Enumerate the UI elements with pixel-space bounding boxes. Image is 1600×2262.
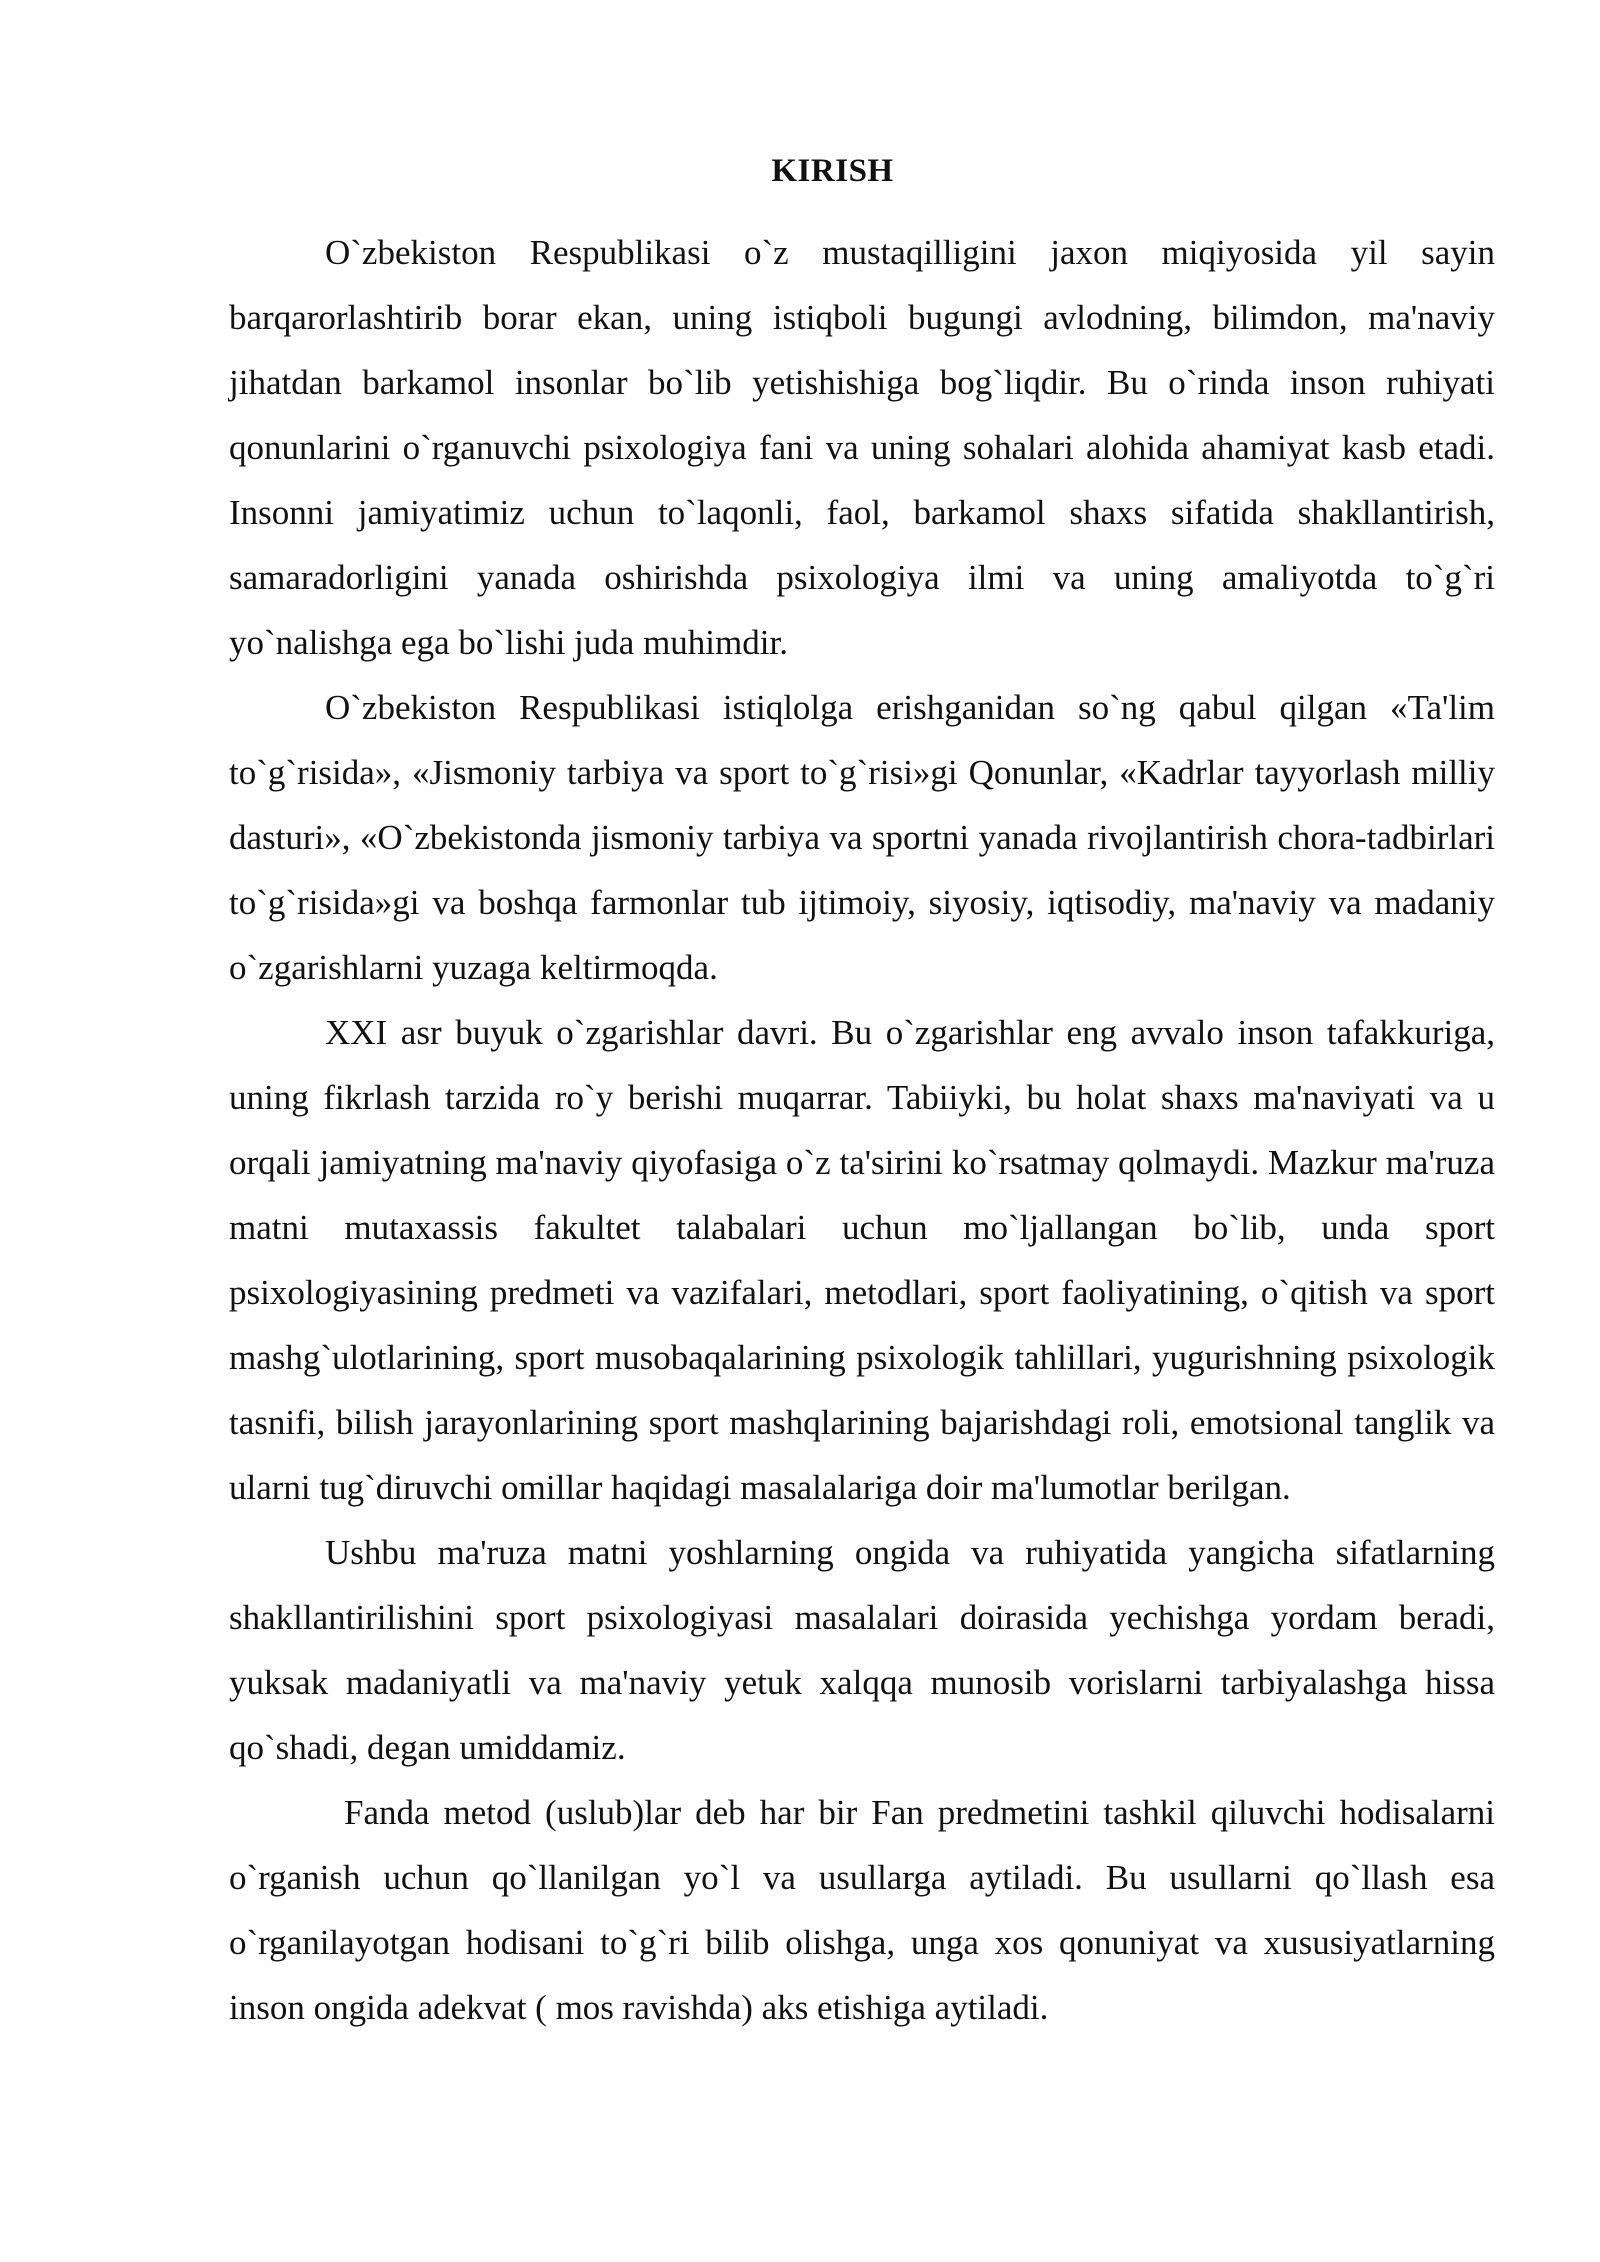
paragraph-1: O`zbekiston Respublikasi o`z mustaqilligini jaxon miqiyosida yil sayin barqarorlashtirib borar ekan, uning istiqboli bugungi avlodning, bilimdon, ma'naviy jihatdan barkamol insonlar bo`lib yetishishiga bog`liqdir. Bu o`rinda inson ruhiyati qonunlarini o`rganuvchi psixologiya fani va uning sohalari alohida ahamiyat kasb etadi. Insonni jamiyatimiz uchun to`laqonli, faol, barkamol shaxs sifatida shakllantirish, samaradorligini yanada oshirishda psixologiya ilmi va uning amaliyotda to`g`ri yo`nalishga ega bo`lishi juda muhimdir. (229, 233, 1495, 662)
paragraph-4: Ushbu ma'ruza matni yoshlarning ongida va ruhiyatida yangicha sifatlarning shakllantirilishini sport psixologiyasi masalalari doirasida yechishga yordam beradi, yuksak madaniyatli va ma'naviy yetuk xalqqa munosib vorislarni tarbiyalashga hissa qo`shadi, degan umiddamiz. (229, 1533, 1495, 1767)
page-title: KIRISH (771, 153, 894, 189)
paragraph-2: O`zbekiston Respublikasi istiqlolga erishganidan so`ng qabul qilgan «Ta'lim to`g`risida», «Jismoniy tarbiya va sport to`g`risi»gi Qonunlar, «Kadrlar tayyorlash milliy dasturi», «O`zbekistonda jismoniy tarbiya va sportni yanada rivojlantirish chora-tadbirlari to`g`risida»gi va boshqa farmonlar tub ijtimoiy, siyosiy, iqtisodiy, ma'naviy va madaniy o`zgarishlarni yuzaga keltirmoqda. (229, 688, 1495, 987)
paragraph-3: XXI asr buyuk o`zgarishlar davri. Bu o`zgarishlar eng avvalo inson tafakkuriga, uning fikrlash tarzida ro`y berishi muqarrar. Tabiiyki, bu holat shaxs ma'naviyati va u orqali jamiyatning ma'naviy qiyofasiga o`z ta'sirini ko`rsatmay qolmaydi. Mazkur ma'ruza matni mutaxassis fakultet talabalari uchun mo`ljallangan bo`lib, unda sport psixologiyasining predmeti va vazifalari, metodlari, sport faoliyatining, o`qitish va sport mashg`ulotlarining, sport musobaqalarining psixologik tahlillari, yugurishning psixologik tasnifi, bilish jarayonlarining sport mashqlarining bajarishdagi roli, emotsional tanglik va ularni tug`diruvchi omillar haqidagi masalalariga doir ma'lumotlar berilgan. (229, 1013, 1495, 1507)
paragraph-5: Fanda metod (uslub)lar deb har bir Fan predmetini tashkil qiluvchi hodisalarni o`rganish uchun qo`llanilgan yo`l va usullarga aytiladi. Bu usullarni qo`llash esa o`rganilayotgan hodisani to`g`ri bilib olishga, unga xos qonuniyat va xususiyatlarning inson ongida adekvat ( mos ravishda) aks etishiga aytiladi. (229, 1793, 1495, 2027)
document-body (229, 220, 1495, 2040)
